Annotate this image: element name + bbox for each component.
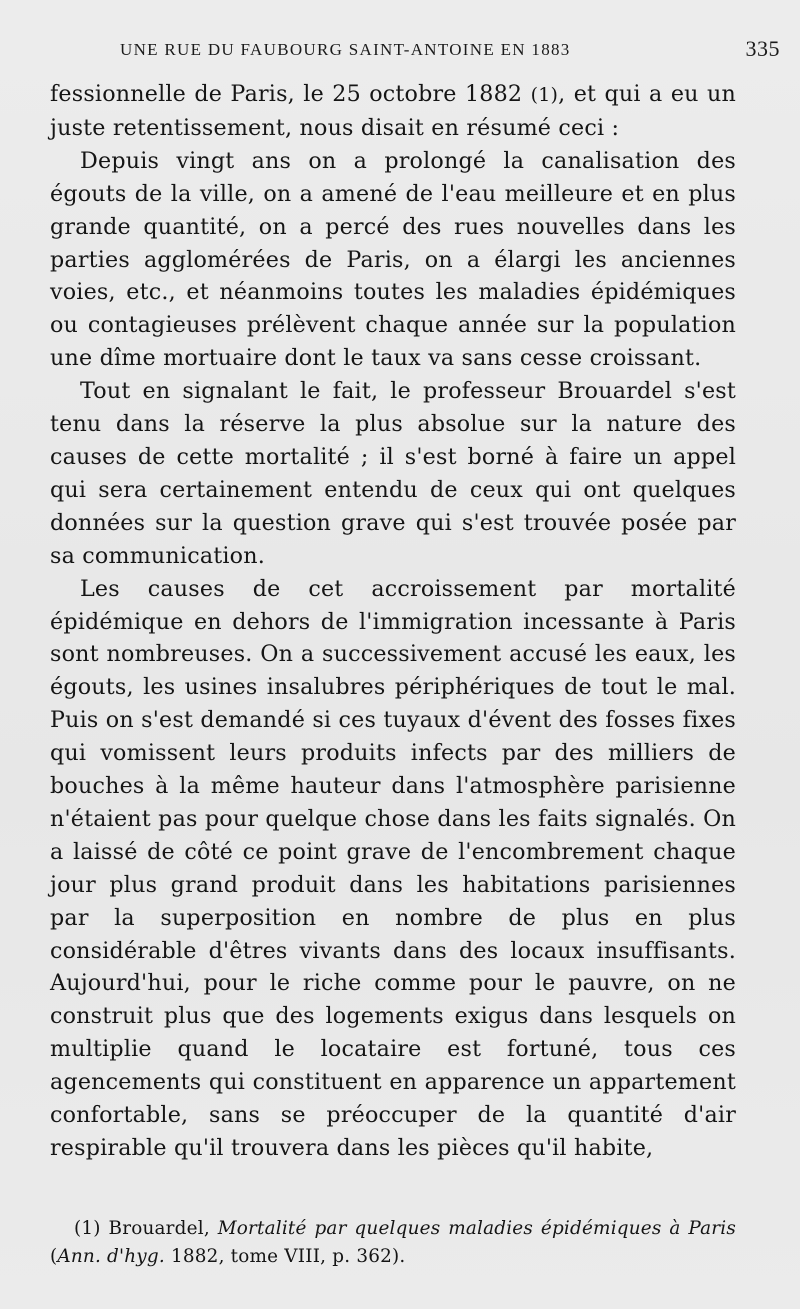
footnote-reference: (1) — [530, 84, 559, 106]
footnote-journal: Ann. d'hyg. — [57, 1246, 165, 1267]
paragraph-causes: Les causes de cet accroissement par mortalité épidémique en dehors de l'immigration incessante à Paris sont nombreuses. On a successivement accusé les eaux, les égouts, les usines insalubres périphériques de tout le mal. Puis on s'est demandé si ces tuyaux d'évent des fosses fixes qui vomissent leurs produits infects par des milliers de bouches à la même hauteur dans l'atmosphère parisienne n'étaient pas pour quelque chose dans les faits signalés. On a laissé de côté ce point grave de l'encombrement chaque jour plus grand produit dans les habitations parisiennes par la superposition en nombre de plus en plus considérable d'êtres vivants dans des locaux insuffisants. Aujourd'hui, pour le riche comme pour le pauvre, on ne construit plus que des logements exigus dans lesquels on multiplie quand le locataire est fortuné, tous ces agencements qui constituent en apparence un appartement confortable, sans se préoccuper de la quantité d'air respirable qu'il trouvera dans les pièces qu'il habite, — [50, 575, 736, 1161]
page-number: 335 — [745, 36, 780, 61]
footnote-marker: (1) Brouardel, — [74, 1218, 218, 1239]
footnote-details: 1882, tome VIII, p. 362). — [164, 1246, 406, 1267]
paragraph-canalisation: Depuis vingt ans on a prolongé la canalisation des égouts de la ville, on a amené de l'eau meilleure et en plus grande quantité, on a percé des rues nouvelles dans les parties agglomérées de Paris, on a élargi les anciennes voies, etc., et néanmoins toutes les maladies épidémiques ou contagieuses prélèvent chaque année sur la population une dîme mortuaire dont le taux va sans cesse croissant. — [50, 147, 736, 372]
paragraph-brouardel: Tout en signalant le fait, le professeur Brouardel s'est tenu dans la réserve la plus absolue sur la nature des causes de cette mortalité ; il s'est borné à faire un appel qui sera certainement entendu de ceux qui ont quelques données sur la question grave qui s'est trouvée posée par sa communication. — [50, 378, 736, 569]
running-head-title: UNE RUE DU FAUBOURG SAINT-ANTOINE EN 1883 — [120, 40, 571, 59]
footnote-source-open: ( — [50, 1246, 58, 1267]
paragraph-continuation — [50, 78, 736, 145]
running-head — [120, 36, 780, 66]
body-text — [50, 78, 736, 1165]
footnote — [50, 1215, 736, 1271]
footnote-title: Mortalité par quelques maladies épidémiques à Paris — [217, 1218, 736, 1239]
paragraph-continuation-start: fessionnelle de Paris, le 25 octobre 1882 — [50, 81, 531, 107]
paragraph-continuation-end: , et qui a eu un juste retentissement, nous disait en résumé ceci : — [50, 81, 736, 141]
